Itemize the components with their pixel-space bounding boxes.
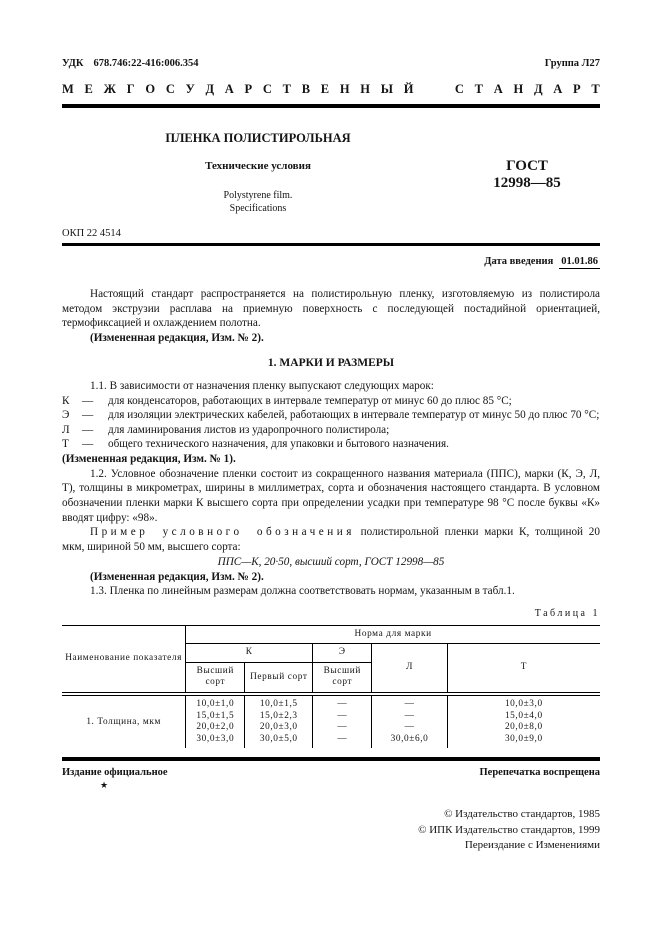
value: 30,0±5,0 [259, 733, 298, 744]
table-header-norm: Норма для марки [186, 625, 600, 644]
mark-description: для ламинирования листов из ударопрочного полистирола; [108, 423, 390, 436]
mark-item-t [62, 437, 600, 452]
gost-designation [454, 158, 600, 193]
section-1-heading: 1. МАРКИ И РАЗМЕРЫ [267, 356, 395, 369]
values-l [372, 696, 447, 749]
clause-1-1: 1.1. В зависимости от назначения пленку выпускают следующих марок: [90, 379, 434, 392]
document-title: ПЛЕНКА ПОЛИСТИРОЛЬНАЯ [165, 130, 351, 145]
thickness-row [62, 696, 600, 749]
horizontal-rule-footer [62, 757, 600, 761]
designation-example: ППС—К, 20·50, высший сорт, ГОСТ 12998—85 [217, 555, 445, 568]
copyright-line-1: © Издательство стандартов, 1985 [444, 808, 600, 821]
value: — [404, 699, 415, 710]
value: 10,0±3,0 [504, 699, 543, 710]
footer-notes-row [62, 767, 600, 778]
title-left-column [62, 131, 454, 215]
example-lead-spaced: Пример условного обозначения [90, 526, 355, 539]
table-header-mark-k: К [186, 644, 313, 663]
value: — [404, 722, 415, 733]
udk-number: 678.746:22-416:006.354 [93, 58, 199, 69]
document-subtitle: Технические условия [205, 159, 311, 172]
row-label-thickness: 1. Толщина, мкм [86, 716, 161, 727]
value: 30,0±6,0 [390, 733, 429, 744]
value: — [337, 722, 348, 733]
horizontal-rule-top [62, 104, 600, 108]
document-subtitle-english [62, 189, 454, 215]
subtitle-en-line2: Specifications [229, 202, 287, 214]
group-code: Группа Л27 [544, 58, 600, 69]
values-t [447, 696, 600, 749]
values-k-high [186, 696, 245, 749]
value: 20,0±3,0 [259, 722, 298, 733]
mark-dash: — [82, 409, 94, 422]
introduction-date-line [62, 256, 600, 267]
okp-code: ОКП 22 4514 [62, 227, 121, 239]
amendment-note-intro: (Измененная редакция, Изм. № 2). [90, 332, 264, 345]
mark-description: общего технического назначения, для упаковки и бытового назначения. [108, 438, 449, 451]
clause-1-3: 1.3. Пленка по линейным размерам должна соответствовать нормам, указанным в табл.1. [90, 585, 515, 598]
title-block [62, 131, 600, 215]
value: 10,0±1,0 [196, 699, 235, 710]
mark-dash: — [82, 394, 94, 407]
title-right-column [454, 131, 600, 215]
value: 15,0±4,0 [504, 710, 543, 721]
copyright-line-2: © ИПК Издательство стандартов, 1999 [418, 823, 600, 836]
values-e-high [313, 696, 372, 749]
gost-number: 12998—85 [493, 175, 561, 191]
table-subheader-e-high: Высший сорт [313, 662, 372, 692]
mark-dash: — [82, 423, 94, 436]
introduction-date-label: Дата введения [484, 256, 554, 267]
value: — [404, 710, 415, 721]
value: 15,0±2,3 [259, 710, 298, 721]
mark-letter: Л [62, 423, 70, 436]
table-subheader-k-high: Высший сорт [186, 662, 245, 692]
mark-item-k [62, 394, 600, 409]
udk-code [62, 58, 208, 69]
mark-letter: К [62, 394, 70, 407]
table-header-mark-t: Т [447, 644, 600, 693]
example-lead-rest: полистирольной пленки марки К, толщиной 20 мкм, шириной 50 мм, высшего сорта: [62, 526, 600, 554]
subtitle-en-line1: Polystyrene film. [223, 189, 293, 201]
footnote-star-icon: ★ [100, 780, 109, 791]
value: — [337, 699, 348, 710]
clause-1-2: 1.2. Условное обозначение пленки состоит из сокращенного названия материала (ППС), марки (К, Э, Л, Т), толщины в микрометрах, ширины в миллиметрах, сорта и обозначения настоящего стандарта. В условном обозначении пленки марки К высшего сорта при определении усадки при температуре 98 °С после буквы «К» вводят цифру: «98». [62, 467, 600, 524]
mark-letter: Э [62, 409, 70, 422]
value: 10,0±1,5 [259, 699, 298, 710]
amendment-note-1: (Измененная редакция, Изм. № 1). [62, 452, 236, 465]
table-header-indicator: Наименование показателя [65, 653, 183, 664]
table-header-mark-l: Л [372, 644, 447, 693]
introduction-date-value: 01.01.86 [561, 256, 598, 267]
standard-type-line: М Е Ж Г О С У Д А Р С Т В Е Н Н Ы Й С Т А Н Д А Р Т [62, 82, 600, 96]
value: 20,0±2,0 [196, 722, 235, 733]
mark-dash: — [82, 438, 94, 451]
mark-description: для изоляции электрических кабелей, работающих в интервале температур от минус 50 до плюс 70 °С; [108, 409, 600, 422]
value: — [337, 710, 348, 721]
value: 30,0±9,0 [504, 733, 543, 744]
mark-item-e [62, 408, 600, 423]
designation-example-lead [62, 525, 600, 554]
marks-list [62, 394, 600, 452]
value: 20,0±8,0 [504, 722, 543, 733]
horizontal-rule-title [62, 243, 600, 247]
gost-word: ГОСТ [506, 157, 548, 174]
table-header-mark-e: Э [313, 644, 372, 663]
udk-label: УДК [62, 58, 84, 69]
values-k-first [245, 696, 313, 749]
footer-reprint-note: Перепечатка воспрещена [479, 767, 600, 779]
top-reference-row [62, 58, 600, 69]
value: 15,0±1,5 [196, 710, 235, 721]
norms-table [62, 625, 600, 749]
mark-item-l [62, 423, 600, 438]
value: 30,0±3,0 [196, 733, 235, 744]
table-subheader-k-first: Первый сорт [245, 662, 313, 692]
amendment-note-2: (Измененная редакция, Изм. № 2). [90, 570, 264, 583]
mark-letter: Т [62, 438, 69, 451]
table-caption: Таблица 1 [534, 607, 600, 619]
mark-description: для конденсаторов, работающих в интервале температур от минус 60 до плюс 85 °С; [108, 394, 512, 407]
copyright-block [62, 807, 600, 854]
footer-official-note: Издание официальное [62, 767, 168, 779]
value: — [337, 733, 348, 744]
intro-paragraph: Настоящий стандарт распространяется на полистирольную пленку, изготовляемую из полистирола методом экструзии расплава на приемную поверхность с последующей постадийной ориентацией, термофиксацией и охлаждением полотна. [62, 288, 600, 330]
reissue-note: Переиздание с Изменениями [464, 839, 600, 852]
